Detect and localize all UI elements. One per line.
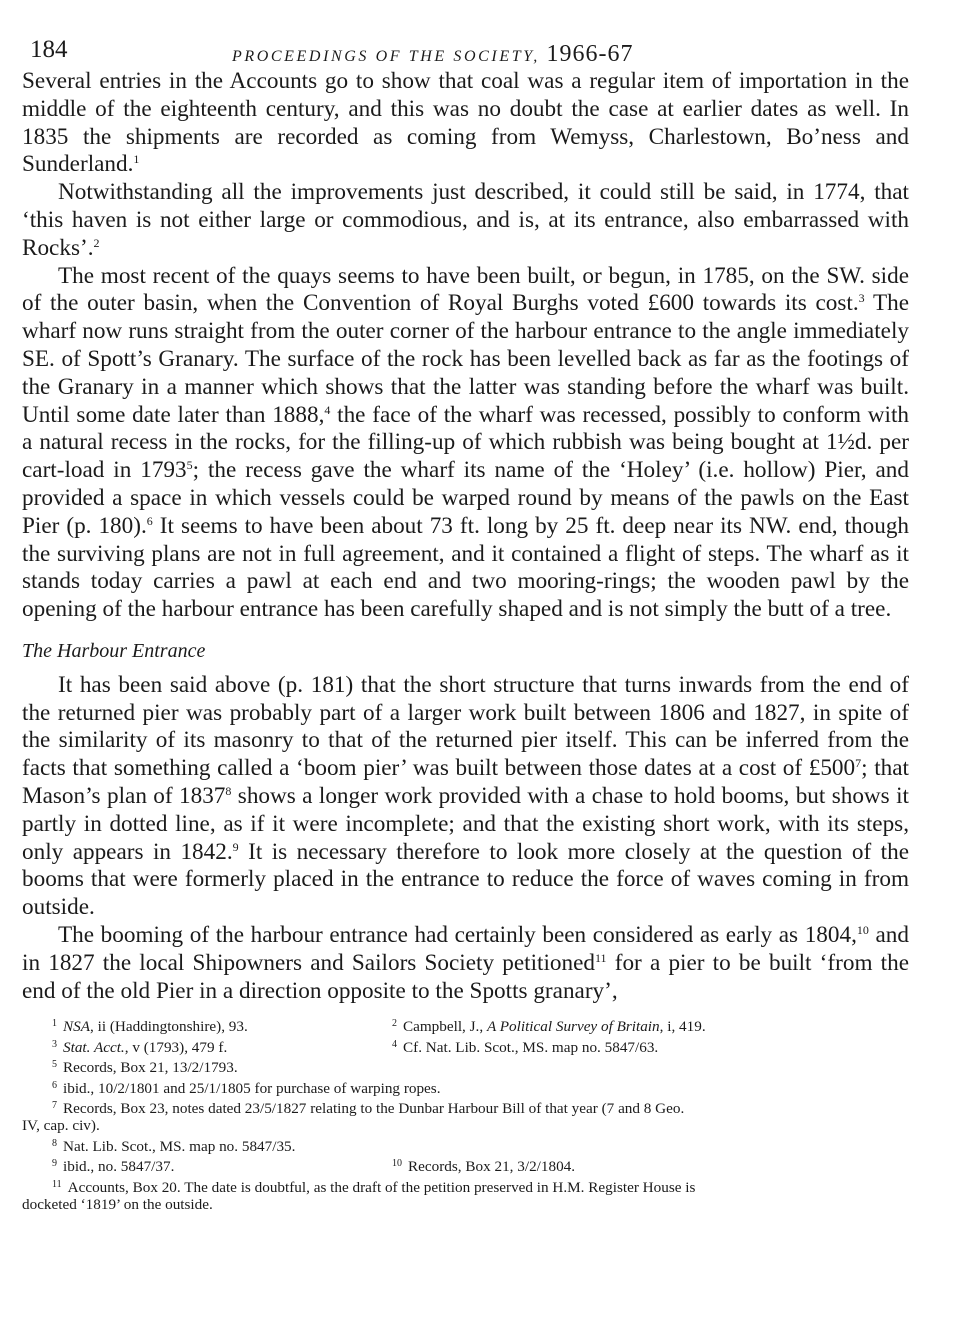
footnote-marker: 2 [392, 1018, 397, 1030]
footnote-row [22, 1015, 909, 1035]
footnote-reference: 11 [594, 950, 607, 965]
body-text [22, 68, 909, 1005]
footnote-marker: 9 [52, 1158, 57, 1170]
paragraph [22, 179, 909, 262]
paragraph-text: shows a longer work provided with a chase to hold booms, but shows it partly in dotted line, as if it were incomplete; and that the existing short work, with its steps, only appears in 1842. [22, 782, 909, 865]
footnote-italic: A Political Survey of Britain [486, 1018, 660, 1036]
running-title-year: 1966-67 [546, 41, 634, 67]
paragraph-text: It seems to have been about 73 ft. long by 25 ft. deep near its NW. end, though the surviving plans are not in full agreement, and it contained a flight of steps. The wharf as it stands today carries a pawl at each end and two mooring-rings; the wooden pawl by the opening of the harbour entrance has been carefully shaped and is not simply the butt of a tree. [22, 512, 910, 623]
footnote-reference: 8 [225, 783, 232, 798]
footnote-9 [22, 1155, 362, 1175]
paragraph-text: The wharf now runs straight from the outer corner of the harbour entrance to the angle immediately SE. of Spott’s Granary. The surface of the rock has been levelled back as far as the footings of the Granary in a manner which shows that the latter was standing before the wharf was built. Until some date later than 1888, [22, 290, 910, 428]
footnote-row [22, 1155, 909, 1175]
paragraph-text: ; that Mason’s plan of 1837 [22, 755, 909, 809]
footnote-text: , ii (Haddingtonshire), 93. [90, 1018, 248, 1036]
footnote-10 [362, 1155, 909, 1175]
footnote-8 [22, 1135, 909, 1155]
footnote-text: ibid., 10/2/1801 and 25/1/1805 for purchase of warping ropes. [63, 1079, 441, 1097]
footnote-3 [22, 1036, 362, 1056]
running-title [232, 41, 633, 68]
paragraph-text: The booming of the harbour entrance had certainly been considered as early as 1804, [58, 921, 857, 948]
footnote-marker: 1 [52, 1018, 57, 1030]
footnote-reference: 4 [324, 402, 331, 417]
footnote-marker: 4 [392, 1038, 397, 1050]
running-head [22, 36, 909, 66]
footnote-italic: Stat. Acct. [63, 1038, 125, 1056]
paragraph-text: the face of the wharf was recessed, possibly to conform with a natural recess in the rocks, for the filling-up of which rubbish was being bought at 1½d. per cart-load in 1793 [22, 401, 909, 484]
footnote-text: Accounts, Box 20. The date is doubtful, as the draft of the petition preserved in H.M. Register House is [67, 1178, 696, 1196]
page-number: 184 [30, 36, 68, 63]
paragraph-text: ; the recess gave the wharf its name of the ‘Holey’ (i.e. hollow) Pier, and provided a space in which vessels could be warped round by means of the pawls on the East Pier (p. 180). [22, 457, 909, 539]
footnotes [22, 1015, 909, 1213]
footnote-continuation: docketed ‘1819’ on the outside. [22, 1195, 213, 1213]
paragraph [22, 672, 909, 922]
paragraph [22, 263, 909, 624]
section-heading: The Harbour Entrance [22, 639, 206, 662]
paragraph-text: for a pier to be built ‘from the end of the old Pier in a direction opposite to the Spotts granary’, [22, 949, 909, 1004]
footnote-row [22, 1036, 909, 1056]
footnote-marker: 10 [392, 1158, 402, 1170]
footnote-text: Campbell, J., [403, 1018, 487, 1036]
paragraph-text: It is necessary therefore to look more closely at the question of the booms that were formerly placed in the entrance to reduce the force of waves coming in from outside. [22, 838, 909, 921]
paragraph-group-1 [22, 68, 909, 624]
footnote-11 [22, 1176, 909, 1214]
paragraph-text: It has been said above (p. 181) that the short structure that turns inwards from the end of the returned pier was probably part of a larger work built between 1806 and 1827, in spite of the similarity of its masonry to that of the returned pier itself. This can be inferred from the facts that something called a ‘boom pier’ was built between those dates at a cost of £500 [22, 671, 909, 782]
footnote-reference: 9 [232, 839, 239, 854]
footnote-1 [22, 1015, 362, 1035]
footnote-5 [22, 1056, 909, 1076]
footnote-text: , v (1793), 479 f. [124, 1038, 228, 1056]
footnote-reference: 10 [856, 922, 869, 937]
paragraph-text: Several entries in the Accounts go to show that coal was a regular item of importation in the middle of the eighteenth century, and this was no doubt the case at earlier dates as well. In 1835 the shipments are recorded as coming from Wemyss, Charlestown, Bo’ness and Sunderland. [22, 68, 909, 178]
footnote-7 [22, 1097, 909, 1135]
footnote-text: Records, Box 23, notes dated 23/5/1827 relating to the Dunbar Harbour Bill of that year (7 and 8 Geo. [63, 1099, 685, 1117]
footnote-text: Nat. Lib. Scot., MS. map no. 5847/35. [63, 1137, 296, 1155]
footnote-marker: 7 [52, 1099, 57, 1111]
footnote-reference: 5 [186, 458, 193, 473]
footnote-reference: 6 [146, 513, 153, 528]
paragraph-text: and in 1827 the local Shipowners and Sailors Society petitioned [22, 921, 909, 976]
footnote-marker: 5 [52, 1059, 57, 1071]
footnote-4 [362, 1036, 909, 1056]
paragraph [22, 922, 909, 1005]
running-title-text: PROCEEDINGS OF THE SOCIETY, [232, 48, 540, 65]
footnote-reference: 1 [133, 152, 140, 167]
footnote-reference: 3 [858, 291, 865, 306]
paragraph-text: Notwithstanding all the improvements just described, it could still be said, in 1774, that ‘this haven is not either large or commodious, and is, at its entrance, also embarrassed with Rocks’. [22, 179, 909, 261]
footnote-text: ibid., no. 5847/37. [63, 1158, 175, 1176]
footnote-text: Records, Box 21, 3/2/1804. [408, 1158, 576, 1176]
footnote-marker: 8 [52, 1137, 57, 1149]
footnote-italic: NSA [63, 1018, 91, 1036]
footnote-marker: 11 [52, 1178, 62, 1190]
paragraph-text: The most recent of the quays seems to have been built, or begun, in 1785, on the SW. side of the outer basin, when the Convention of Royal Burghs voted £600 towards its cost. [22, 262, 909, 317]
footnote-text: , i, 419. [659, 1018, 706, 1036]
footnote-text: Cf. Nat. Lib. Scot., MS. map no. 5847/63. [403, 1038, 659, 1056]
footnote-continuation: IV, cap. civ). [22, 1117, 100, 1135]
paragraph [22, 68, 909, 179]
footnote-marker: 6 [52, 1079, 57, 1091]
footnote-marker: 3 [52, 1038, 57, 1050]
footnote-reference: 7 [855, 756, 862, 771]
footnote-reference: 2 [93, 235, 100, 250]
footnote-2 [362, 1015, 909, 1035]
footnote-text: Records, Box 21, 13/2/1793. [63, 1059, 238, 1077]
paragraph-group-2 [22, 672, 909, 1006]
footnote-6 [22, 1077, 909, 1097]
